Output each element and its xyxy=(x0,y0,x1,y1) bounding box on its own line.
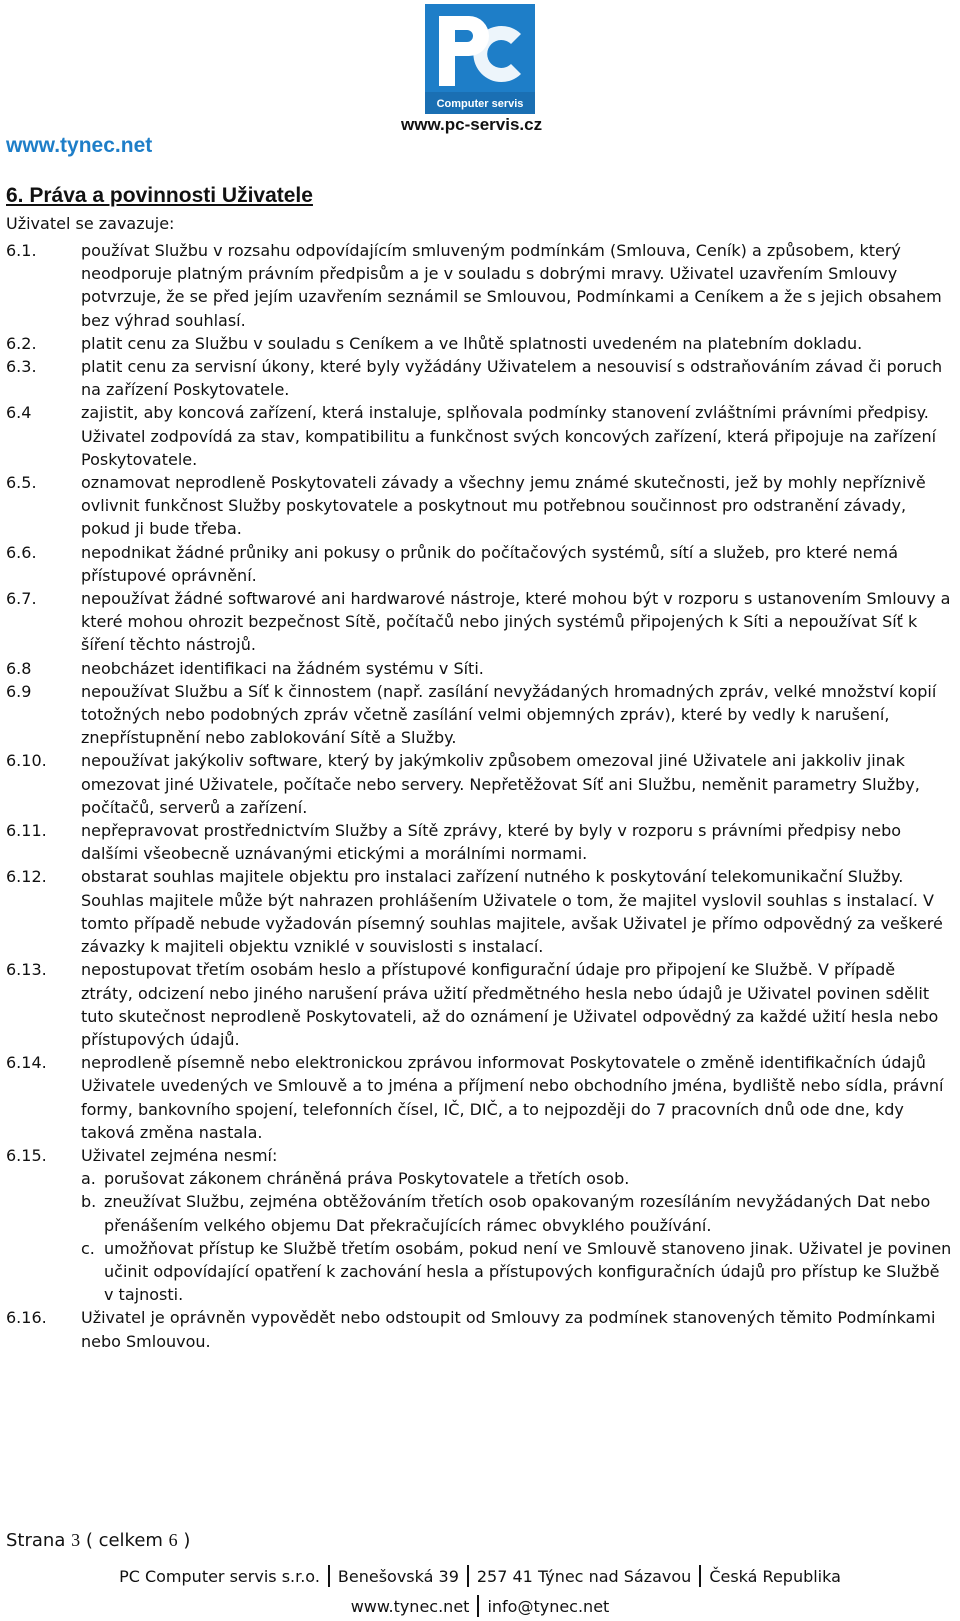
item-text: platit cenu za Službu v souladu s Ceníkem a ve lhůtě splatnosti uvedeném na platebním dokladu. xyxy=(81,333,863,353)
item-number: 6.16. xyxy=(6,1308,47,1328)
footer-company: PC Computer servis s.r.o. xyxy=(119,1567,320,1586)
item-text: nepostupovat třetím osobám heslo a přístupové konfigurační údaje pro připojení ke Službě. V případě ztráty, odcizení nebo jiného narušení práva užití předmětného hesla nebo údajů je Uživatel povinen sdělit tuto skutečnost neprodleně Poskytovateli, až do oznámení je Uživatel odpovědný za každé užití hesla nebo přístupových údajů. xyxy=(81,960,939,1049)
item-number: 6.3. xyxy=(6,357,37,377)
item-text: neobcházet identifikaci na žádném systému v Síti. xyxy=(81,658,484,678)
item-text: nepoužívat žádné softwarové ani hardwarové nástroje, které mohou být v rozporu s ustanovením Smlouvy a které mohou ohrozit bezpečnost Sítě, počítačů nebo jiných systémů připojených k Síti a nepoužívat Síť k šíření těchto nástrojů. xyxy=(81,589,951,655)
total-label: ( celkem xyxy=(85,1530,163,1551)
footer-contacts xyxy=(0,1597,960,1617)
page-counter xyxy=(6,1530,190,1551)
item-text: zajistit, aby koncová zařízení, která instaluje, splňovala podmínky stanovení zvláštními právními předpisy. Uživatel zodpovídá za stav, kompatibilitu a funkčnost svých koncových zařízení, která připojuje na zařízení Poskytovatele. xyxy=(81,403,937,469)
item-text: oznamovat neprodleně Poskytovateli závady a všechny jemu známé skutečnosti, jež by mohly nepříznivě ovlivnit funkčnost Služby poskytovatele a poskytnout mu potřebnou součinnost pro odstranění závady, pokud ji bude třeba. xyxy=(81,473,926,539)
item-text: platit cenu za servisní úkony, které byly vyžádány Uživatelem a nesouvisí s odstraňováním závad či poruch na zařízení Poskytovatele. xyxy=(81,357,943,400)
sub-text: porušovat zákonem chráněná práva Poskytovatele a třetích osob. xyxy=(104,1169,630,1189)
obligations-list xyxy=(6,239,952,1353)
footer-city: 257 41 Týnec nad Sázavou xyxy=(476,1567,692,1586)
item-number: 6.2. xyxy=(6,333,37,353)
item-text: neprodleně písemně nebo elektronickou zprávou informovat Poskytovatele o změně identifikačních údajů Uživatele uvedených ve Smlouvě a to jména a příjmení nebo obchodního jména, bydliště nebo sídla, právní formy, bankovního spojení, telefonních čísel, IČ, DIČ, a to nejpozději do 7 pracovních dnů ode dne, kdy taková změna nastala. xyxy=(81,1053,944,1142)
item-number: 6.9 xyxy=(6,681,32,701)
logo-text: Computer servis xyxy=(436,98,524,110)
item-number: 6.14. xyxy=(6,1053,47,1073)
header-site-pc-servis[interactable]: www.pc-servis.cz xyxy=(401,115,543,134)
list-item-6-15 xyxy=(6,1144,952,1306)
list-item xyxy=(6,1051,952,1144)
item-number: 6.7. xyxy=(6,589,37,609)
item-text: nepoužívat Službu a Síť k činnostem (např. zasílání nevyžádaných hromadných zpráv, velké množství kopií totožných nebo podobných zpráv včetně zasílání velmi objemných zpráv), které by vedly k narušení, znepřístupnění nebo zablokování Sítě a Služby. xyxy=(81,681,937,748)
list-item xyxy=(6,749,952,819)
sub-letter: a. xyxy=(81,1169,96,1189)
list-item xyxy=(6,401,952,471)
sub-letter: c. xyxy=(81,1238,95,1258)
item-text: používat Službu v rozsahu odpovídajícím smluveným podmínkám (Smlouva, Ceník) a způsobem, který neodporuje platným právním předpisům a je v souladu s dobrými mravy. Uživatel uzavřením Smlouvy potvrzuje, že se před jejím uzavřením seznámil se Smlouvou, Podmínkami a Ceníkem a že s jejich obsahem bez výhrad souhlasí. xyxy=(81,241,942,330)
list-item xyxy=(6,332,952,355)
list-item xyxy=(6,865,952,958)
list-item xyxy=(6,680,952,750)
item-text: Uživatel je oprávněn vypovědět nebo odstoupit od Smlouvy za podmínek stanovených těmito Podmínkami nebo Smlouvou. xyxy=(81,1308,936,1351)
list-item xyxy=(6,819,952,865)
item-number: 6.5. xyxy=(6,473,37,493)
footer-web-link[interactable]: www.tynec.net xyxy=(350,1597,470,1616)
item-number: 6.8 xyxy=(6,658,32,678)
sub-text: umožňovat přístup ke Službě třetím osobám, pokud není ve Smlouvě stanoveno jinak. Uživatel je povinen učinit odpovídající opatření k zachování hesla a přístupových konfiguračních údajů pro přístup ke Službě v tajnosti. xyxy=(104,1238,952,1305)
item-number: 6.15. xyxy=(6,1145,47,1165)
section-title: 6. Práva a povinnosti Uživatele xyxy=(6,184,313,207)
list-item xyxy=(6,958,952,1051)
item-number: 6.12. xyxy=(6,867,47,887)
item-number: 6.6. xyxy=(6,542,37,562)
item-text: obstarat souhlas majitele objektu pro instalaci zařízení nutného k poskytování telekomunikační Služby. Souhlas majitele může být nahrazen prohlášením Uživatele o tom, že majitel vyslovil souhlas s instalací. V tomto případě nebude vyžadován písemný souhlas majitele, avšak Uživatel je přímo odpovědný za veškeré závazky k majiteli objektu vzniklé v souvislosti s instalací. xyxy=(81,867,943,957)
item-number: 6.4 xyxy=(6,403,32,423)
footer-street: Benešovská 39 xyxy=(337,1567,459,1586)
total-pages: 6 xyxy=(168,1530,178,1550)
sub-item-b xyxy=(81,1190,952,1236)
header-site-tynec[interactable]: www.tynec.net xyxy=(6,134,153,157)
list-item xyxy=(6,355,952,401)
sub-text: zneužívat Službu, zejména obtěžováním třetích osob opakovaným rozesíláním nevyžádaných Dat nebo přenášením velkého objemu Dat překračujících rámec obvyklého používání. xyxy=(104,1192,931,1235)
item-number: 6.13. xyxy=(6,960,47,980)
sub-item-c xyxy=(81,1237,952,1307)
item-text: nepodnikat žádné průniky ani pokusy o průnik do počítačových systémů, sítí a služeb, pro které nemá přístupové oprávnění. xyxy=(81,542,899,585)
list-item-6-16 xyxy=(6,1306,952,1352)
list-item xyxy=(6,471,952,541)
list-item xyxy=(6,587,952,657)
page-label: Strana xyxy=(6,1530,66,1551)
item-number: 6.11. xyxy=(6,821,47,841)
list-item xyxy=(6,657,952,680)
footer-address xyxy=(0,1567,960,1587)
item-text: nepoužívat jakýkoliv software, který by jakýmkoliv způsobem omezoval jiné Uživatele ani jakkoliv jinak omezovat jiné Uživatele, počítače nebo servery. Nepřetěžovat Síť ani Službu, neměnit parametry Služby, počítačů, serverů a zařízení. xyxy=(81,751,920,817)
total-close: ) xyxy=(183,1530,191,1551)
footer-country: Česká Republika xyxy=(709,1567,841,1586)
pc-computer-servis-logo xyxy=(425,4,535,114)
sub-item-a xyxy=(81,1167,952,1190)
item-number: 6.1. xyxy=(6,241,37,260)
sub-letter: b. xyxy=(81,1192,97,1212)
item-text: nepřepravovat prostřednictvím Služby a Sítě zprávy, které by byly v rozporu s právními předpisy nebo dalšími všeobecně uznávanými etickými a morálními normami. xyxy=(81,821,902,864)
list-item xyxy=(6,239,952,332)
list-item xyxy=(6,541,952,587)
page-number: 3 xyxy=(71,1530,81,1550)
item-text: Uživatel zejména nesmí: xyxy=(81,1145,278,1165)
item-number: 6.10. xyxy=(6,751,47,771)
section-intro: Uživatel se zavazuje: xyxy=(6,214,175,233)
footer-email-link[interactable]: info@tynec.net xyxy=(487,1597,610,1616)
